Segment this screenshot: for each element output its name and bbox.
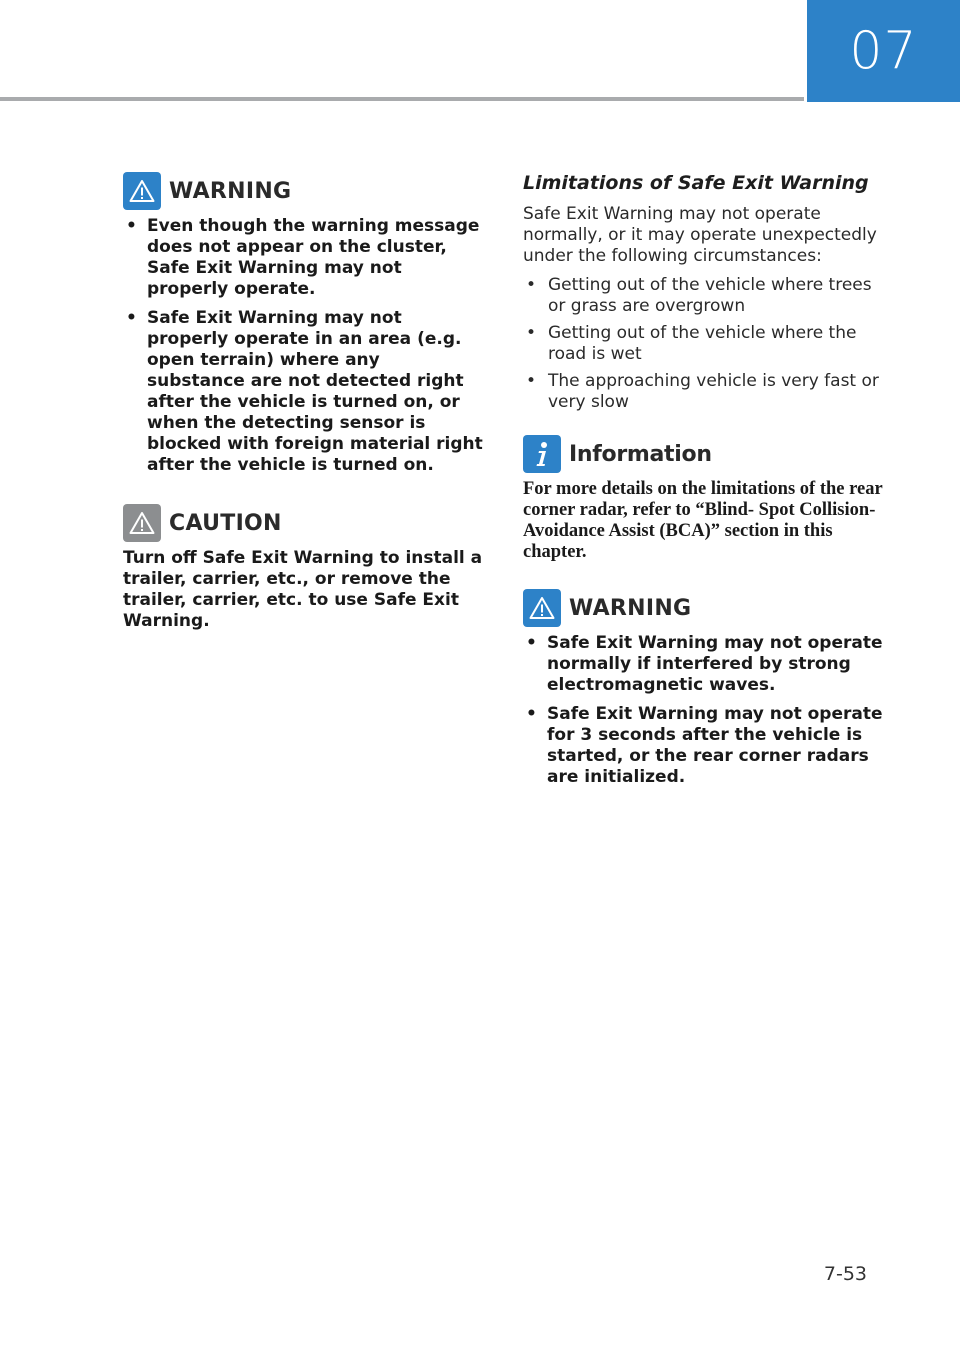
caution-text: Turn off Safe Exit Warning to install a trailer, carrier, etc., or remove the trailer, carrier, etc. to use Safe Exit Warning. [123, 548, 483, 631]
warning-triangle-icon [523, 589, 561, 627]
right-column [523, 172, 893, 796]
warning-list-2 [523, 633, 893, 788]
limitations-list [523, 275, 893, 413]
information-title: Information [569, 441, 712, 467]
section-title: Limitations of Safe Exit Warning [523, 172, 869, 194]
list-item: • Safe Exit Warning may not properly operate in an area (e.g. open terrain) where any substance are not detected right after the vehicle is turned on, or when the detecting sensor is blocked with foreign material right after the vehicle is turned on. [123, 308, 483, 476]
header-rule [0, 97, 804, 101]
information-text: For more details on the limitations of the rear corner radar, refer to “Blind- Spot Collision-Avoidance Assist (BCA)” section in this chapter. [523, 479, 883, 562]
caution-title: CAUTION [169, 510, 282, 536]
caution-triangle-icon [123, 504, 161, 542]
warning-header [123, 172, 483, 210]
warning-list [123, 216, 483, 476]
information-header [523, 435, 893, 473]
warning-triangle-icon [123, 172, 161, 210]
left-column [123, 172, 483, 632]
list-item: • The approaching vehicle is very fast or very slow [523, 371, 893, 413]
list-item: • Getting out of the vehicle where trees or grass are overgrown [523, 275, 893, 317]
caution-header [123, 504, 483, 542]
info-i-icon [523, 435, 561, 473]
chapter-number: 07 [849, 21, 918, 81]
warning-title-2: WARNING [569, 595, 692, 621]
list-item: • Getting out of the vehicle where the road is wet [523, 323, 893, 365]
intro-text: Safe Exit Warning may not operate normally, or it may operate unexpectedly under the following circumstances: [523, 204, 877, 266]
warning-title: WARNING [169, 178, 292, 204]
page-number: 7-53 [823, 1263, 867, 1285]
warning-header-2 [523, 589, 893, 627]
list-item: • Even though the warning message does not appear on the cluster, Safe Exit Warning may not properly operate. [123, 216, 483, 300]
list-item: • Safe Exit Warning may not operate normally if interfered by strong electromagnetic waves. [523, 633, 893, 696]
list-item: • Safe Exit Warning may not operate for 3 seconds after the vehicle is started, or the rear corner radars are initialized. [523, 704, 893, 788]
chapter-tab [807, 0, 960, 102]
